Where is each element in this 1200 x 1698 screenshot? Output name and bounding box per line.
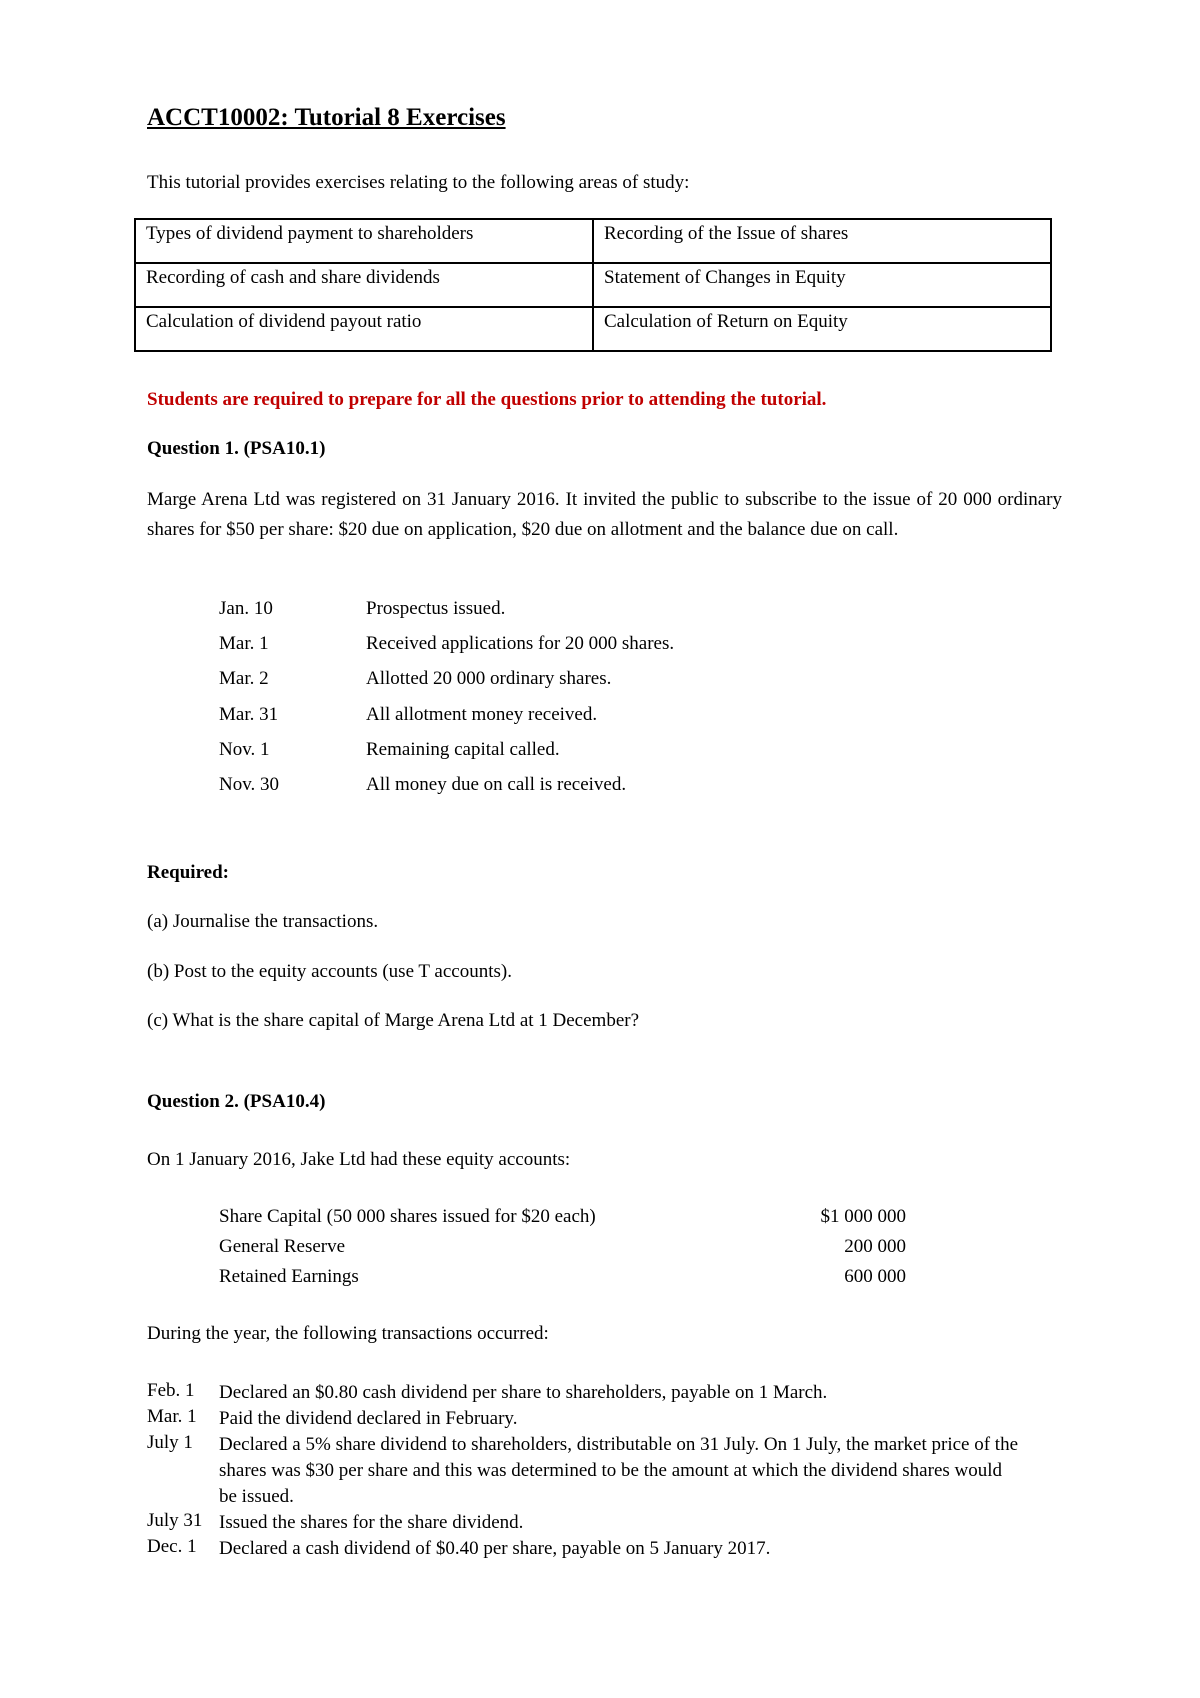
preparation-warning: Students are required to prepare for all the questions prior to attending the tutorial. xyxy=(147,389,827,410)
question-1-heading: Question 1. (PSA10.1) xyxy=(147,438,326,459)
table-cell: Statement of Changes in Equity xyxy=(593,263,1051,307)
required-item: (a) Journalise the transactions. xyxy=(147,911,379,932)
table-row xyxy=(135,307,1051,351)
timeline-event: All allotment money received. xyxy=(366,704,598,725)
table-cell: Calculation of Return on Equity xyxy=(593,307,1051,351)
transaction-text: Declared an $0.80 cash dividend per share to shareholders, payable on 1 March. xyxy=(219,1382,828,1403)
timeline-event: All money due on call is received. xyxy=(366,774,627,795)
table-cell: Recording of the Issue of shares xyxy=(593,219,1051,263)
timeline-event: Received applications for 20 000 shares. xyxy=(366,633,675,654)
transactions-intro: During the year, the following transactions occurred: xyxy=(147,1323,549,1344)
timeline-date: Mar. 2 xyxy=(219,668,269,689)
transaction-text: Issued the shares for the share dividend. xyxy=(219,1512,524,1533)
timeline-date: Nov. 1 xyxy=(219,739,270,760)
question-2-intro: On 1 January 2016, Jake Ltd had these equity accounts: xyxy=(147,1149,571,1170)
question-1-body: Marge Arena Ltd was registered on 31 January 2016. It invited the public to subscribe to the issue of 20 000 ordinary shares for $50 per share: $20 due on application, $20 due on allotment and the balance due on call. xyxy=(147,489,1062,540)
timeline-date: Nov. 30 xyxy=(219,774,279,795)
timeline-event: Prospectus issued. xyxy=(366,598,506,619)
required-heading: Required: xyxy=(147,862,229,883)
required-item: (c) What is the share capital of Marge Arena Ltd at 1 December? xyxy=(147,1010,640,1031)
transaction-text: Declared a cash dividend of $0.40 per share, payable on 5 January 2017. xyxy=(219,1538,771,1559)
table-row xyxy=(135,219,1051,263)
table-cell: Recording of cash and share dividends xyxy=(135,263,593,307)
timeline-event: Remaining capital called. xyxy=(366,739,560,760)
page-title: ACCT10002: Tutorial 8 Exercises xyxy=(147,104,506,131)
required-item: (b) Post to the equity accounts (use T accounts). xyxy=(147,961,512,982)
equity-label: Retained Earnings xyxy=(219,1266,359,1287)
timeline-date: Mar. 31 xyxy=(219,704,279,725)
transaction-date: Dec. 1 xyxy=(147,1536,197,1557)
timeline-event: Allotted 20 000 ordinary shares. xyxy=(366,668,612,689)
timeline-date: Mar. 1 xyxy=(219,633,269,654)
equity-value: 600 000 xyxy=(844,1266,906,1287)
transaction-date: July 1 xyxy=(147,1432,193,1453)
equity-label: Share Capital (50 000 shares issued for $20 each) xyxy=(219,1206,596,1227)
study-areas-table xyxy=(134,218,1052,352)
timeline-date: Jan. 10 xyxy=(219,598,273,619)
transaction-text: Declared a 5% share dividend to shareholders, distributable on 31 July. On 1 July, the market price of the shares was $30 per share and this was determined to be the amount at which the dividend shares would be issued. xyxy=(219,1434,1019,1507)
table-cell: Calculation of dividend payout ratio xyxy=(135,307,593,351)
transaction-date: July 31 xyxy=(147,1510,203,1531)
transaction-date: Mar. 1 xyxy=(147,1406,197,1427)
transaction-date: Feb. 1 xyxy=(147,1380,195,1401)
table-cell: Types of dividend payment to shareholders xyxy=(135,219,593,263)
question-2-heading: Question 2. (PSA10.4) xyxy=(147,1091,326,1112)
intro-text: This tutorial provides exercises relating to the following areas of study: xyxy=(147,172,690,193)
equity-label: General Reserve xyxy=(219,1236,346,1257)
equity-value: $1 000 000 xyxy=(820,1206,906,1227)
table-row xyxy=(135,263,1051,307)
equity-value: 200 000 xyxy=(844,1236,906,1257)
transaction-text: Paid the dividend declared in February. xyxy=(219,1408,518,1429)
